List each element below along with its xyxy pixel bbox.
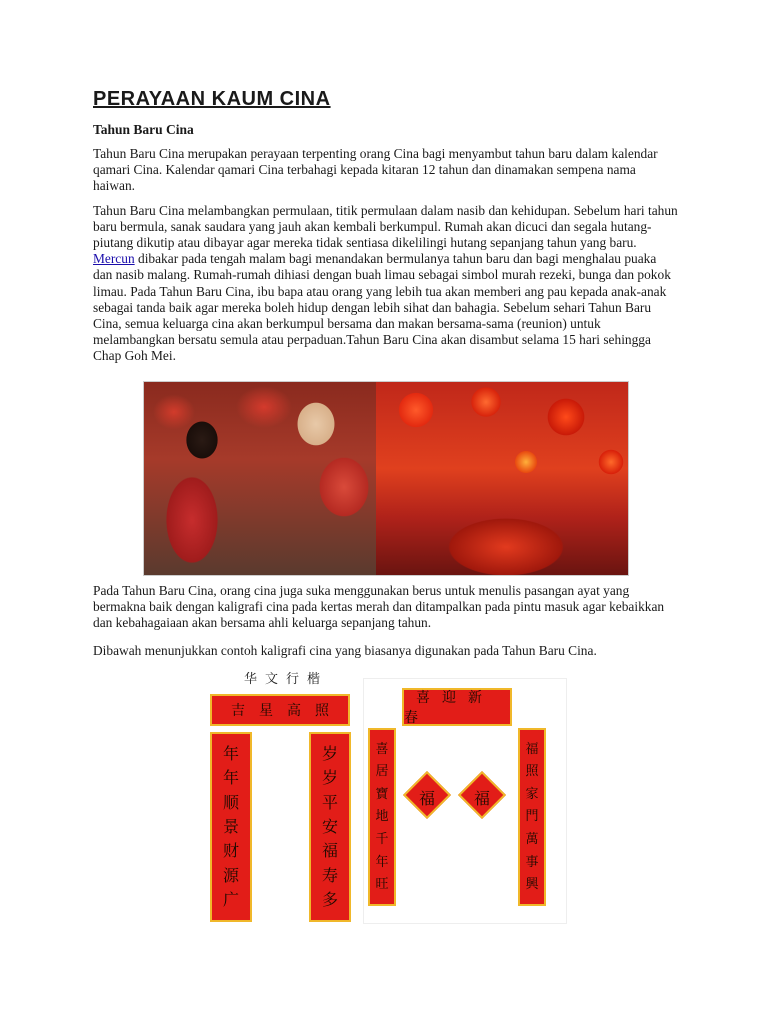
photo-row — [143, 381, 629, 576]
family-angpau-photo — [144, 382, 376, 575]
paragraph-calligraphy: Pada Tahun Baru Cina, orang cina juga suka menggunakan berus untuk menulis pasangan ayat yang bermakna baik dengan kaligrafi cina pada kertas merah dan ditampalkan pada pintu masuk agar kebaikkan dan kebahagaiaan akan bersama ahli keluarga sepanjang tahun. — [93, 583, 665, 631]
left-vertical-couplet-2 — [309, 732, 351, 922]
couplet-char: 旺 — [375, 877, 389, 893]
couplet-char: 景 — [222, 816, 239, 836]
couplet-char: 家 — [525, 786, 539, 802]
right-vertical-couplet-2 — [518, 728, 546, 906]
couplet-char: 多 — [321, 889, 338, 909]
section-heading: Tahun Baru Cina — [93, 122, 194, 137]
couplet-char: 地 — [375, 809, 389, 825]
paragraph-customs-text-1: Tahun Baru Cina melambangkan permulaan, titik permulaan dalam nasib dan kehidupan. Sebelum hari tahun baru bermula, sanak saudara yang jauh akan kembali berkumpul. Rumah akan dicuci dan segala hutang-piutang dikutip atau dibayar agar mereka tidak sentiasa dikelilingi hutang sepanjang tahun yang baru. — [93, 202, 678, 251]
couplet-char: 喜 — [375, 741, 389, 757]
couplet-char: 岁 — [321, 768, 338, 788]
fu-diamond-1-char: 福 — [418, 789, 435, 808]
couplet-char: 安 — [321, 816, 338, 836]
couplet-char: 居 — [375, 764, 389, 780]
right-vertical-couplet-1 — [368, 728, 396, 906]
left-horizontal-banner: 吉星高照 — [210, 694, 350, 726]
couplet-char: 寶 — [375, 786, 389, 802]
lantern-market-photo — [376, 382, 628, 575]
document-page — [93, 86, 678, 373]
couplet-char: 财 — [222, 841, 239, 861]
couplet-char: 千 — [375, 832, 389, 848]
couplet-char: 平 — [321, 792, 338, 812]
paragraph-example: Dibawah menunjukkan contoh kaligrafi cina yang biasanya digunakan pada Tahun Baru Cina. — [93, 643, 597, 658]
couplet-char: 年 — [222, 768, 239, 788]
paragraph-customs-text-2: dibakar pada tengah malam bagi menandakan bermulanya tahun baru dan bagi menghalau puaka dan nasib malang. Rumah-rumah dihiasi dengan buah limau sebagai simbol murah rezeki, bunga dan pokok limau. Pada Tahun Baru Cina, ibu bapa atau orang yang lebih tua akan memberi ang pau kepada anak-anak sebagai tanda baik agar mereka boleh hidup dengan lebih sihat dan bahagia. Sebelum sehari Tahun Baru Cina, semua keluarga cina akan berkumpul bersama dan makan bersama-sama (reunion) untuk melambangkan bersatu semula atau perpaduan.Tahun Baru Cina akan disambut selama 15 hari sehingga Chap Goh Mei. — [93, 251, 671, 364]
couplet-char: 年 — [375, 854, 389, 870]
fu-diamond-2-char: 福 — [473, 789, 490, 808]
right-horizontal-banner: 喜迎新春 — [402, 688, 512, 726]
paragraph-intro: Tahun Baru Cina merupakan perayaan terpenting orang Cina bagi menyambut tahun baru dalam kalendar qamari Cina. Kalendar qamari Cina terbahagi kepada kitaran 12 tahun dan dinamakan sempena nama haiwan. — [93, 146, 658, 194]
left-vertical-couplet-1 — [210, 732, 252, 922]
couplet-char: 興 — [525, 877, 539, 893]
mercun-link[interactable]: Mercun — [93, 251, 135, 267]
couplet-char: 顺 — [222, 792, 239, 812]
couplet-char: 福 — [321, 841, 338, 861]
couplet-char: 广 — [222, 889, 239, 909]
page-title: PERAYAAN KAUM CINA — [93, 88, 331, 110]
couplet-char: 萬 — [525, 832, 539, 848]
couplet-char: 寿 — [321, 865, 338, 885]
couplet-char: 岁 — [321, 744, 338, 764]
couplet-char: 事 — [525, 854, 539, 870]
couplet-char: 福 — [525, 741, 539, 757]
couplet-char: 年 — [222, 744, 239, 764]
couplet-char: 源 — [222, 865, 239, 885]
couplet-char: 門 — [525, 809, 539, 825]
calligraphy-header: 华文行楷 — [243, 672, 328, 687]
paragraph-customs — [93, 203, 678, 365]
couplet-char: 照 — [525, 764, 539, 780]
